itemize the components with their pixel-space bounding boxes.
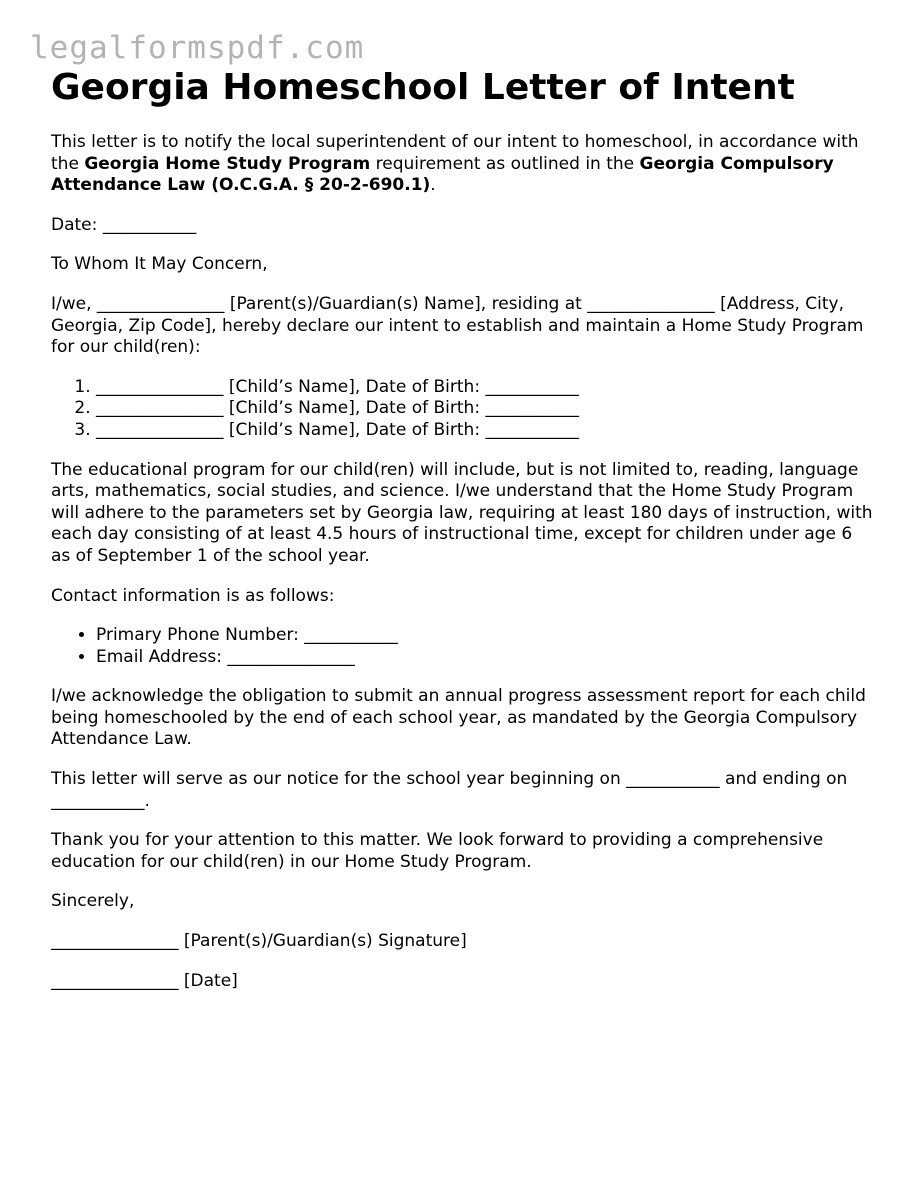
notice-paragraph: This letter will serve as our notice for the school year beginning on ___________ and ending on ___________. [51,769,848,811]
list-item: • Primary Phone Number: ___________ [96,625,876,647]
intro-text-3: . [430,175,436,196]
children-list [51,377,876,442]
intro-text-2: requirement as outlined in the [370,153,640,174]
declaration-paragraph: I/we, _______________ [Parent(s)/Guardian(s) Name], residing at _______________ [Address, City, Georgia, Zip Code], hereby declare our intent to establish and maintain a Home Study Program for our child(ren): [51,293,864,358]
contact-list [51,625,876,668]
intro-paragraph [51,132,876,197]
date-line: Date: ___________ [51,214,197,235]
list-item: 3. _______________ [Child’s Name], Date of Birth: ___________ [96,420,876,442]
thanks-paragraph: Thank you for your attention to this matter. We look forward to providing a comprehensive education for our child(ren) in our Home Study Program. [51,830,824,872]
list-item: 2. _______________ [Child’s Name], Date of Birth: ___________ [96,398,876,420]
program-paragraph: The educational program for our child(ren) will include, but is not limited to, reading, language arts, mathematics, social studies, and science. I/we understand that the Home Study Program will adhere to the parameters set by Georgia law, requiring at least 180 days of instruction, with each day consisting of at least 4.5 hours of instructional time, except for children under age 6 as of September 1 of the school year. [51,459,873,566]
intro-text-1: This letter is to notify the local superintendent of our intent to homeschool, in accordance with the [51,132,859,174]
closing: Sincerely, [51,891,135,912]
intro-bold-program: Georgia Home Study Program [84,153,371,174]
contact-intro: Contact information is as follows: [51,585,335,606]
letter-document [51,66,876,1010]
acknowledgement-paragraph: I/we acknowledge the obligation to submit an annual progress assessment report for each child being homeschooled by the end of each school year, as mandated by the Georgia Compulsory Attendance Law. [51,686,866,750]
list-item: 1. _______________ [Child’s Name], Date of Birth: ___________ [96,377,876,399]
site-watermark: legalformspdf.com [30,30,365,66]
list-item: • Email Address: _______________ [96,647,876,669]
signature-line: _______________ [Parent(s)/Guardian(s) Signature] [51,931,467,952]
intro-bold-law: Georgia Compulsory Attendance Law (O.C.G.A. § 20-2-690.1) [51,153,834,196]
salutation: To Whom It May Concern, [51,254,268,275]
signature-date-line: _______________ [Date] [51,970,238,991]
page-title: Georgia Homeschool Letter of Intent [51,67,795,108]
